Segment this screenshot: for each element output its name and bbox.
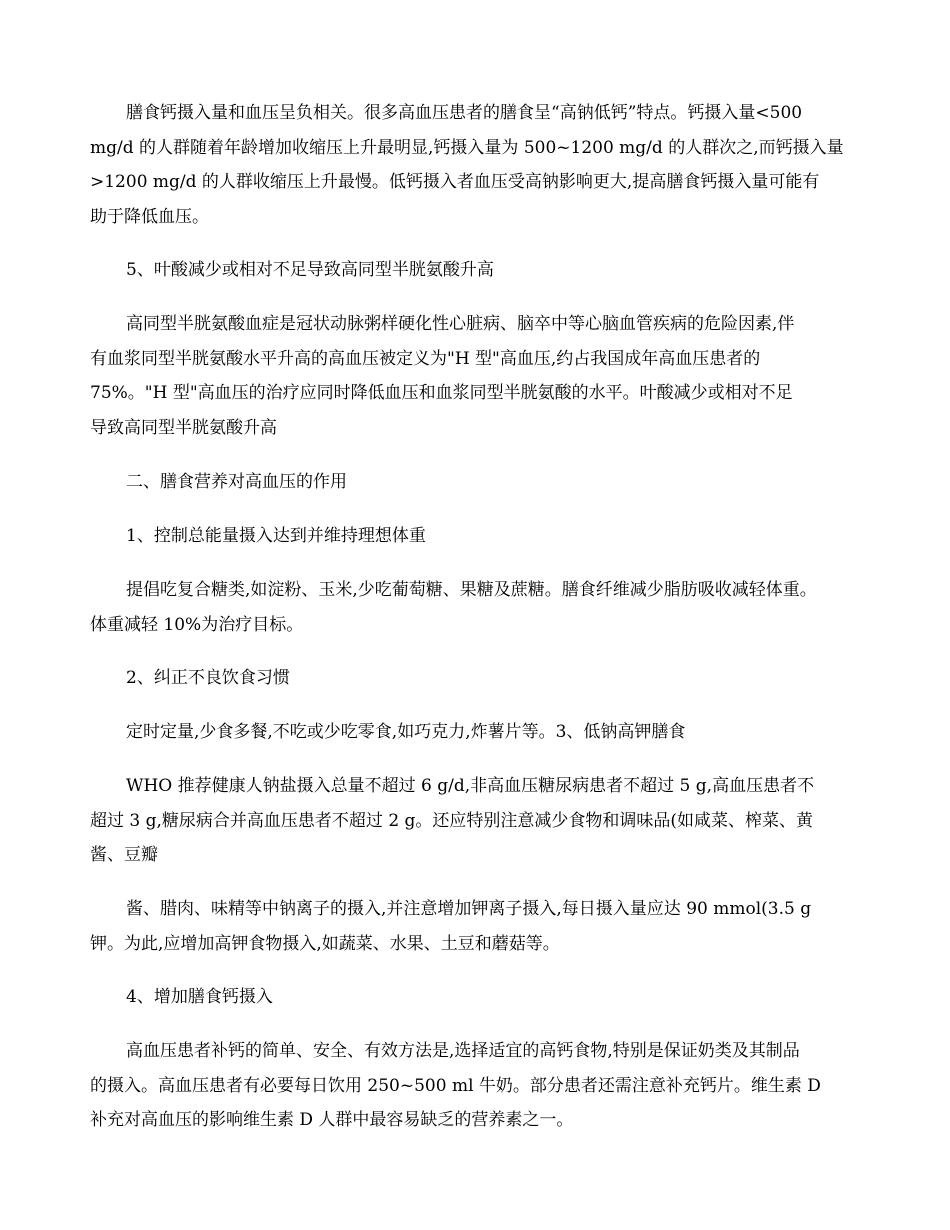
heading-calcium bbox=[90, 980, 880, 1015]
text-line: 2、纠正不良饮食习惯 bbox=[126, 668, 290, 688]
heading-section-two bbox=[90, 465, 880, 500]
paragraph-potassium bbox=[90, 892, 880, 961]
paragraph-calcium-intake bbox=[90, 96, 880, 235]
text-line: 二、膳食营养对高血压的作用 bbox=[126, 472, 347, 492]
text-line: 体重减轻 10%为治疗目标。 bbox=[90, 614, 304, 635]
text-line: 补充对高血压的影响维生素 D 人群中最容易缺乏的营养素之一。 bbox=[90, 1110, 574, 1131]
text-line: 酱、豆瓣 bbox=[90, 845, 158, 866]
text-line: WHO 推荐健康人钠盐摄入总量不超过 6 g/d,非高血压糖尿病患者不超过 5 g,高血压患者不 bbox=[126, 776, 815, 796]
text-line: 的摄入。高血压患者有必要每日饮用 250~500 ml 牛奶。部分患者还需注意补充钙片。维生素 D bbox=[90, 1075, 821, 1096]
text-line: mg/d 的人群随着年龄增加收缩压上升最明显,钙摄入量为 500~1200 mg/d 的人群次之,而钙摄入量 bbox=[90, 137, 844, 158]
text-line: 膳食钙摄入量和血压呈负相关。很多高血压患者的膳食呈“高钠低钙”特点。钙摄入量<500 bbox=[126, 103, 803, 123]
paragraph-energy bbox=[90, 573, 880, 642]
heading-energy bbox=[90, 519, 880, 554]
text-line: 导致高同型半胱氨酸升高 bbox=[90, 418, 277, 439]
heading-habits bbox=[90, 661, 880, 696]
text-line: >1200 mg/d 的人群收缩压上升最慢。低钙摄入者血压受高钠影响更大,提高膳食钙摄入量可能有 bbox=[90, 172, 820, 193]
text-line: 助于降低血压。 bbox=[90, 207, 209, 228]
text-line: 提倡吃复合糖类,如淀粉、玉米,少吃葡萄糖、果糖及蔗糖。膳食纤维减少脂肪吸收减轻体重。 bbox=[126, 580, 817, 600]
paragraph-calcium-supplement bbox=[90, 1034, 880, 1138]
text-line: 钾。为此,应增加高钾食物摄入,如蔬菜、水果、土豆和蘑菇等。 bbox=[90, 933, 560, 954]
paragraph-homocysteine bbox=[90, 307, 880, 446]
text-line: 高血压患者补钙的简单、安全、有效方法是,选择适宜的高钙食物,特别是保证奶类及其制品 bbox=[126, 1041, 800, 1061]
text-line: 高同型半胱氨酸血症是冠状动脉粥样硬化性心脏病、脑卒中等心脑血管疾病的危险因素,伴 bbox=[126, 314, 795, 334]
text-line: 有血浆同型半胱氨酸水平升高的高血压被定义为"H 型"高血压,约占我国成年高血压患者的 bbox=[90, 348, 761, 369]
text-line: 定时定量,少食多餐,不吃或少吃零食,如巧克力,炸薯片等。3、低钠高钾膳食 bbox=[126, 722, 686, 742]
text-line: 超过 3 g,糖尿病合并高血压患者不超过 2 g。还应特别注意减少食物和调味品(如咸菜、榨菜、黄 bbox=[90, 810, 814, 831]
paragraph-habits bbox=[90, 715, 880, 750]
paragraph-sodium bbox=[90, 769, 880, 873]
text-line: 1、控制总能量摄入达到并维持理想体重 bbox=[126, 526, 426, 546]
text-line: 酱、腊肉、味精等中钠离子的摄入,并注意增加钾离子摄入,每日摄入量应达 90 mmol(3.5 g bbox=[126, 899, 812, 919]
text-line: 75%。"H 型"高血压的治疗应同时降低血压和血浆同型半胱氨酸的水平。叶酸减少或相对不足 bbox=[90, 383, 793, 404]
text-line: 4、增加膳食钙摄入 bbox=[126, 987, 273, 1007]
heading-folate bbox=[90, 253, 880, 288]
text-line: 5、叶酸减少或相对不足导致高同型半胱氨酸升高 bbox=[126, 260, 494, 280]
